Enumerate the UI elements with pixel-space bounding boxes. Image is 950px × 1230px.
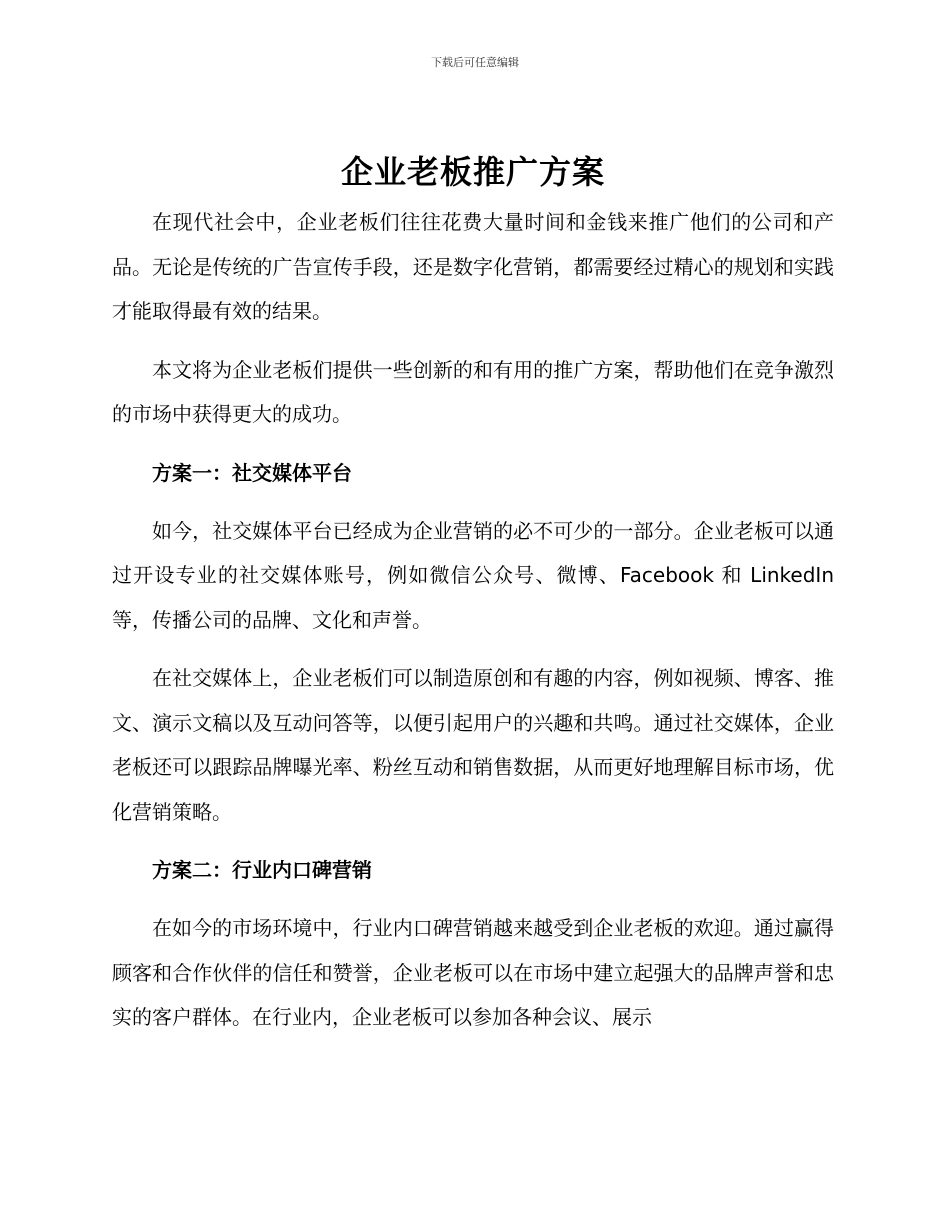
document-title: 企业老板推广方案: [340, 153, 605, 191]
header-note: 下载后可任意编辑: [431, 56, 519, 69]
paragraph-intro: 在现代社会中，企业老板们往往花费大量时间和金钱来推广他们的公司和产品。无论是传统的广告宣传手段，还是数字化营销，都需要经过精心的规划和实践才能取得最有效的结果。: [112, 210, 834, 323]
paragraph-social-media-1: 如今，社交媒体平台已经成为企业营销的必不可少的一部分。企业老板可以通过开设专业的社交媒体账号，例如微信公众号、微博、Facebook 和 LinkedIn 等，传播公司的品牌、文化和声誉。: [112, 518, 834, 632]
paragraph-word-of-mouth: 在如今的市场环境中，行业内口碑营销越来越受到企业老板的欢迎。通过赢得顾客和合作伙伴的信任和赞誉，企业老板可以在市场中建立起强大的品牌声誉和忠实的客户群体。在行业内，企业老板可以参加各种会议、展示: [112, 916, 834, 1029]
paragraph-social-media-2: 在社交媒体上，企业老板们可以制造原创和有趣的内容，例如视频、博客、推文、演示文稿以及互动问答等，以便引起用户的兴趣和共鸣。通过社交媒体，企业老板还可以跟踪品牌曝光率、粉丝互动和销售数据，从而更好地理解目标市场，优化营销策略。: [112, 666, 834, 824]
section-heading-plan-2: 方案二：行业内口碑营销: [152, 858, 372, 882]
paragraph-purpose: 本文将为企业老板们提供一些创新的和有用的推广方案，帮助他们在竞争激烈的市场中获得更大的成功。: [112, 357, 834, 426]
section-heading-plan-1: 方案一：社交媒体平台: [152, 460, 352, 485]
document-body: [112, 150, 834, 1054]
